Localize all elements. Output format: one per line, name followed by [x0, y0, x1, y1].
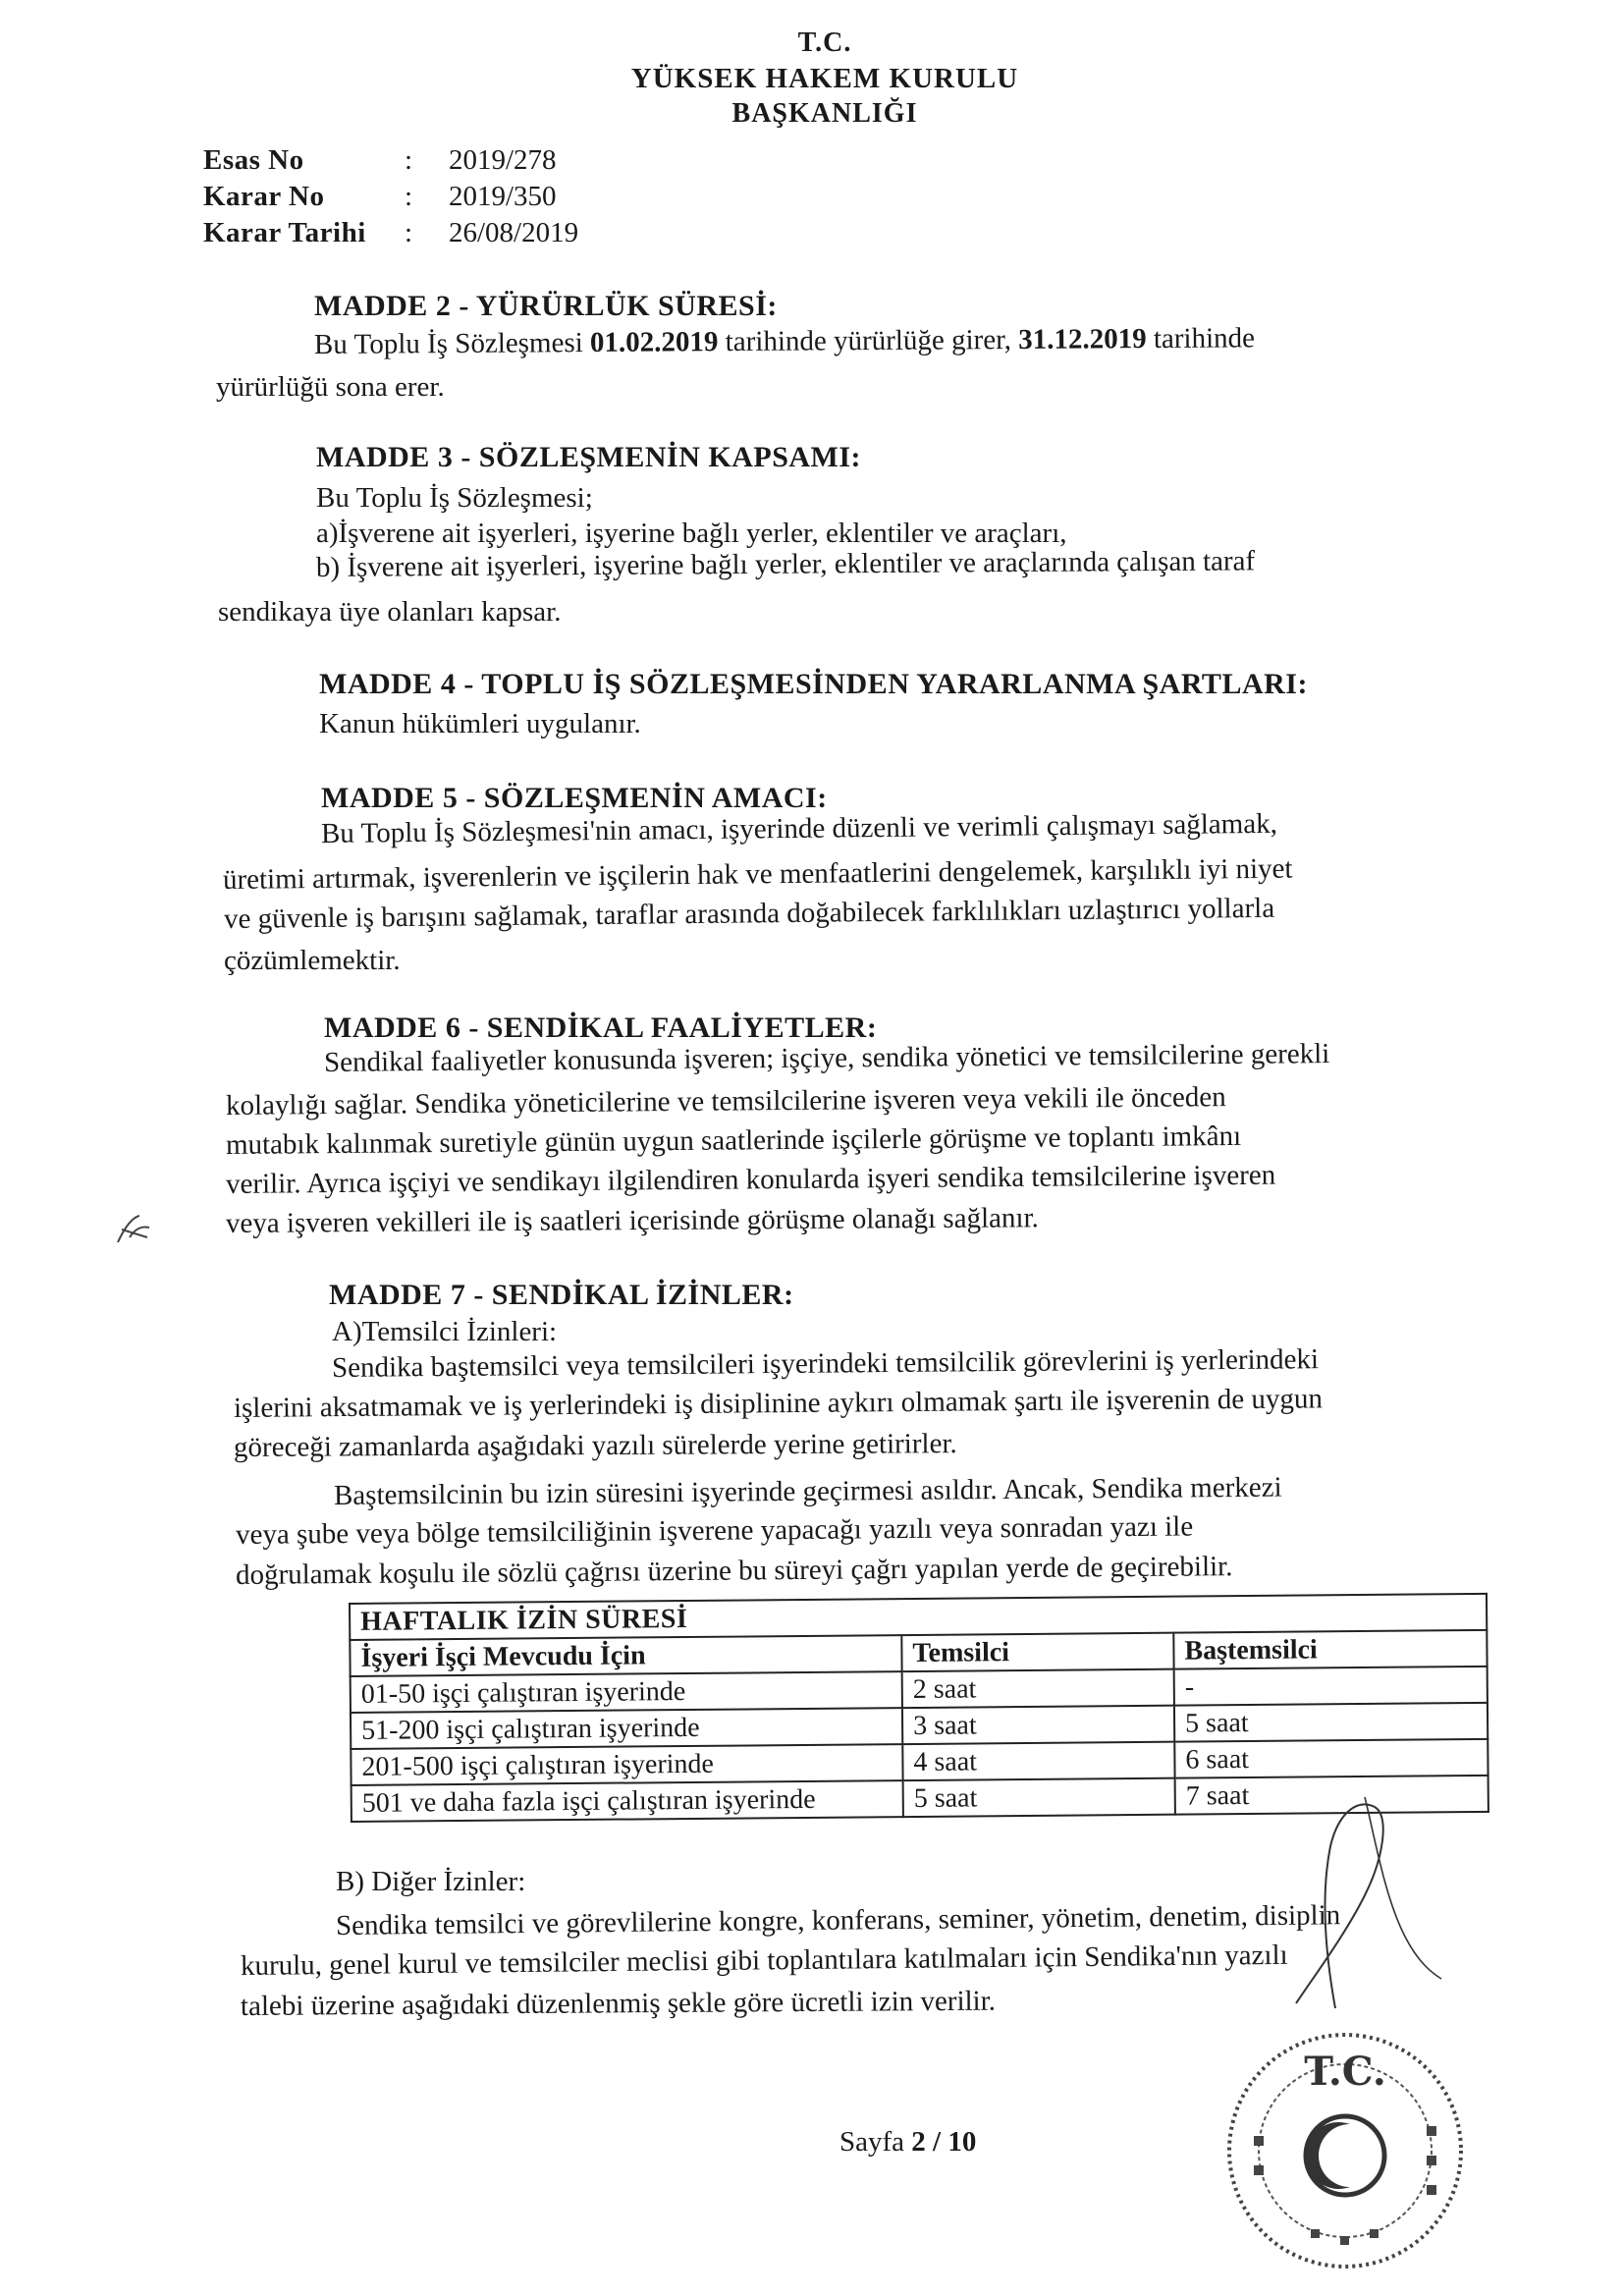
madde-2-title: MADDE 2 - YÜRÜRLÜK SÜRESİ: — [314, 290, 778, 322]
table-cell: 3 saat — [902, 1706, 1174, 1744]
madde-6-line-2: kolaylığı sağlar. Sendika yöneticilerine ve temsilcilerine işveren veya vekili ile önceden — [225, 1081, 1226, 1121]
madde-7-p1-line-2: işlerini aksatmamak ve iş yerlerindeki iş disiplinine aykırı olmamak şartı ile işverenin de uygun — [233, 1383, 1324, 1424]
madde-7-p3-line-3: talebi üzerine aşağıdaki düzenlenmiş şekle göre ücretli izin verilir. — [240, 1985, 997, 2022]
table-cell: 6 saat — [1174, 1739, 1488, 1778]
footer-sep: / — [925, 2126, 948, 2158]
madde-7-p2-line-3: doğrulamak koşulu ile sözlü çağrısı üzerine bu süreyi çağrı yapılan yerde de geçirebilir. — [235, 1551, 1233, 1591]
madde-7-p3-line-2: kurulu, genel kurul ve temsilciler meclisi gibi toplantılara katılmaları için Sendika'nın yazılı — [240, 1939, 1288, 1982]
madde-2-start-date: 01.02.2019 — [589, 326, 719, 359]
table-cell: 201-500 işçi çalıştıran işyerinde — [351, 1744, 902, 1785]
header-line-2: YÜKSEK HAKEM KURULU — [630, 63, 1019, 94]
madde-3-line-1: Bu Toplu İş Sözleşmesi; — [316, 482, 593, 514]
table-title: HAFTALIK İZİN SÜRESİ — [350, 1594, 1487, 1640]
footer-prefix: Sayfa — [839, 2126, 912, 2158]
table-cell: 01-50 işçi çalıştıran işyerinde — [351, 1671, 902, 1713]
table-header-cell: Temsilci — [901, 1633, 1173, 1671]
table-header-cell: Baştemsilci — [1173, 1630, 1487, 1669]
meta-colon: : — [405, 217, 413, 248]
meta-key: Esas No — [203, 144, 304, 176]
madde-2-line-1 — [314, 322, 1255, 361]
madde-5-line-2: üretimi artırmak, işverenlerin ve işçilerin hak ve menfaatlerini dengelemek, karşılıklı iyi niyet — [222, 852, 1293, 896]
madde-3-line-4: sendikaya üye olanları kapsar. — [218, 596, 562, 628]
madde-7-p2-line-1: Baştemsilcinin bu izin süresini işyerinde geçirmesi asıldır. Ancak, Sendika merkezi — [333, 1471, 1282, 1511]
table-cell: 51-200 işçi çalıştıran işyerinde — [351, 1708, 902, 1749]
madde-7-p3-line-1: Sendika temsilci ve görevlilerine kongre, konferans, seminer, yönetim, denetim, disiplin — [335, 1899, 1341, 1941]
madde-6-line-3: mutabık kalınmak suretiyle günün uygun saatlerinde işçilerle görüşme ve toplantı imkânı — [225, 1120, 1242, 1161]
meta-key: Karar No — [203, 181, 325, 212]
table-cell: - — [1174, 1667, 1488, 1706]
madde-7-title: MADDE 7 - SENDİKAL İZİNLER: — [329, 1279, 794, 1311]
meta-colon: : — [405, 181, 413, 212]
table-cell: 2 saat — [902, 1669, 1174, 1708]
madde-6-title: MADDE 6 - SENDİKAL FAALİYETLER: — [324, 1011, 878, 1044]
meta-row-karar — [203, 179, 578, 215]
meta-value: 26/08/2019 — [449, 217, 579, 248]
madde-2-line-2: yürürlüğü sona erer. — [216, 371, 445, 403]
signature-mark — [1217, 1777, 1443, 2023]
case-meta — [203, 142, 578, 251]
page-footer — [839, 2126, 976, 2159]
table-cell: 5 saat — [1174, 1703, 1488, 1742]
table-cell: 501 ve daha fazla işçi çalıştıran işyerinde — [352, 1780, 903, 1822]
meta-colon: : — [405, 144, 413, 176]
header-line-1: T.C. — [797, 27, 852, 58]
meta-row-esas — [203, 142, 578, 179]
madde-6-line-1: Sendikal faaliyetler konusunda işveren; işçiye, sendika yönetici ve temsilcilerine gerekli — [323, 1038, 1330, 1078]
madde-3-title: MADDE 3 - SÖZLEŞMENİN KAPSAMI: — [316, 441, 862, 473]
madde-2-text-2: tarihinde yürürlüğe girer, — [718, 323, 1019, 358]
madde-3-line-3: b) İşverene ait işyerleri, işyerine bağlı yerler, eklentiler ve araçlarında çalışan taraf — [315, 545, 1256, 583]
document-header — [550, 26, 1100, 132]
table-cell: 5 saat — [903, 1778, 1175, 1817]
madde-7-p2-line-2: veya şube veya bölge temsilciliğinin işverene yapacağı yazılı veya sonradan yazı ile — [235, 1510, 1194, 1551]
meta-value: 2019/278 — [449, 144, 557, 176]
seal-text: T.C. — [1304, 2049, 1386, 2095]
meta-row-tarih — [203, 215, 578, 251]
madde-5-line-3: ve güvenle iş barışını sağlamak, taraflar arasında doğabilecek farklılıkları uzlaştırıcı yollarla — [223, 892, 1275, 935]
madde-5-title: MADDE 5 - SÖZLEŞMENİN AMACI: — [321, 782, 828, 814]
madde-2-text-3: tarihinde — [1146, 322, 1256, 355]
margin-initials-mark — [110, 1208, 159, 1252]
official-seal — [1203, 2018, 1478, 2278]
madde-4-line-1: Kanun hükümleri uygulanır. — [319, 708, 641, 739]
madde-7-section-b: B) Diğer İzinler: — [336, 1866, 526, 1897]
madde-6-line-4: verilir. Ayrıca işçiyi ve sendikayı ilgilendiren konularda işyeri sendika temsilcilerine işveren — [225, 1159, 1276, 1200]
madde-7-p1-line-3: göreceği zamanlarda aşağıdaki yazılı sürelerde yerine getirirler. — [233, 1428, 957, 1463]
madde-7-section-a: A)Temsilci İzinleri: — [332, 1316, 558, 1347]
header-line-3: BAŞKANLIĞI — [731, 98, 918, 129]
madde-2-end-date: 31.12.2019 — [1018, 323, 1147, 355]
table-cell: 4 saat — [902, 1742, 1174, 1780]
footer-page: 2 — [911, 2126, 926, 2158]
table-cell: 7 saat — [1175, 1776, 1488, 1815]
table-header-cell: İşyeri İşçi Mevcudu İçin — [350, 1635, 901, 1676]
madde-5-line-1: Bu Toplu İş Sözleşmesi'nin amacı, işyerinde düzenli ve verimli çalışmayı sağlamak, — [320, 807, 1278, 849]
madde-6-line-5: veya işveren vekilleri ile iş saatleri içerisinde görüşme olanağı sağlanır. — [225, 1202, 1039, 1239]
madde-7-p1-line-1: Sendika baştemsilci veya temsilcileri işyerindeki temsilcilik görevlerini iş yerlerindeki — [331, 1343, 1320, 1384]
madde-4-title: MADDE 4 - TOPLU İŞ SÖZLEŞMESİNDEN YARARLANMA ŞARTLARI: — [319, 668, 1308, 700]
madde-2-text-1: Bu Toplu İş Sözleşmesi — [313, 327, 591, 360]
meta-key: Karar Tarihi — [203, 217, 366, 248]
madde-5-line-4: çözümlemektir. — [224, 945, 401, 976]
meta-value: 2019/350 — [449, 181, 557, 212]
madde-3-line-2: a)İşverene ait işyerleri, işyerine bağlı yerler, eklentiler ve araçları, — [316, 518, 1067, 549]
footer-total: 10 — [947, 2126, 977, 2158]
